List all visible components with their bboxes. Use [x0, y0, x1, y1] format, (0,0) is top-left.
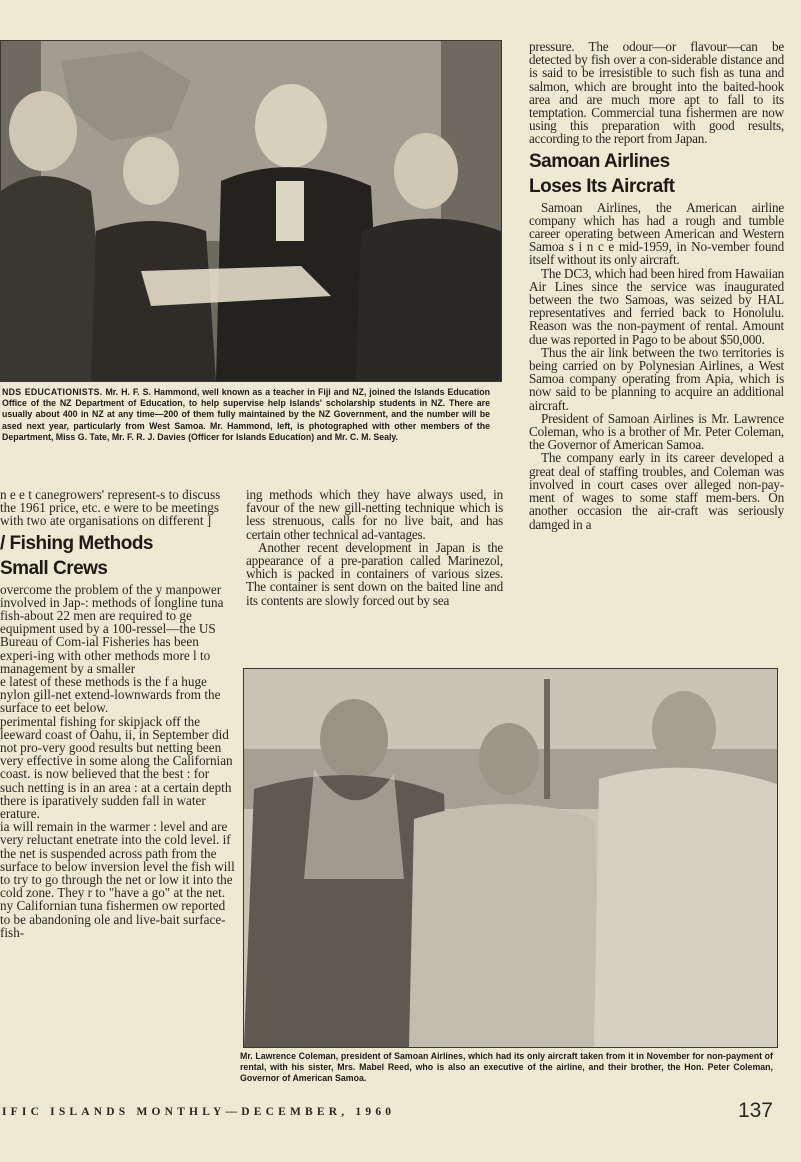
right-column — [529, 40, 784, 531]
right-intro: pressure. The odour—or flavour—can be detected by fish over a con-siderable distance and is said to be irresistible to such fish as tuna and salmon, which are brought into the baited-hook area and are much more apt to fall to its temptation. Commercial tuna fishermen are now using this preparation with good results, according to the report from Japan. — [529, 39, 784, 147]
middle-column — [246, 488, 503, 607]
paragraph: Samoan Airlines, the American airline company which has had a rough and tumble career operating between American and Western Samoa s i n c e mid-1959, in No-vember found itself without its only aircraft. — [529, 199, 784, 268]
page-number: 137 — [737, 1099, 773, 1122]
caption-lead: NDS EDUCATIONISTS. — [2, 387, 103, 397]
paragraph: overcome the problem of the y manpower involved in Jap-: methods of longline tuna fish-about 22 men are required to ge equipment used by a 100-ressel—the US Bureau of Com-ial Fisheries has been experi-ing with other methods more l to management by a smaller — [0, 581, 224, 676]
caption-body: Mr. H. F. S. Hammond, well known as a teacher in Fiji and NZ, joined the Islands Education Office of the NZ Department of Education, to help supervise help Islands' scholarship students in NZ. There are usually about 400 in NZ at any time—200 of them fully maintained by the NZ Government, and the number will be ased next year, particularly from West Samoa. Mr. Hammond, left, is photographed with other members of the Department, Miss G. Tate, Mr. F. R. J. Davies (Officer for Islands Education) and Mr. C. M. Sealy. — [2, 387, 490, 442]
paragraph: Thus the air link between the two territories is being carried on by Polynesian Airlines, a West Samoa company operating from Apia, which is now said to be planning to acquire an additional aircraft. — [529, 344, 784, 413]
left-column — [0, 488, 236, 939]
left-intro: n e e t canegrowers' represent-s to discuss the 1961 price, etc. e were to be meetings with two ate organisations on different ] — [0, 487, 221, 529]
photo-caption-top — [2, 387, 490, 443]
paragraph: The DC3, which had been hired from Hawaiian Air Lines since the service was inaugurated between the two Samoas, was seized by HAL representatives and ferried back to Honolulu. Reason was the non-payment of rental. Amount due was reported in Pago to be about $50,000. — [529, 265, 784, 347]
paragraph: Another recent development in Japan is the appearance of a pre-paration called Marinezol, which is packed in containers of various sizes. The container is sent down on the baited line and its contents are slowly forced out by sea — [246, 539, 503, 608]
paragraph: perimental fishing for skipjack off the leeward coast of Oahu, ii, in September did not pro-very good results but netting been very effective in some along the Californian coast. is now believed that the best : for such netting is in an area : at a certain depth there is iparatively sudden fall in water erature. — [0, 713, 233, 822]
headline-fishing-methods — [0, 531, 236, 581]
photo-education-officials — [0, 40, 502, 382]
paragraph: ia will remain in the warmer : level and are very reluctant enetrate into the cold level. if the net is suspended across path from the surface to below inversion level the fish will to try to go through the net or low it into the cold zone. They r to "have a go" at the net. ny Californian tuna fishermen ow reported to be abandoning ole and live-bait surface-fish- — [0, 819, 235, 940]
page-footer — [0, 1099, 801, 1132]
headline-line: Loses Its Aircraft — [529, 175, 675, 197]
headline-line: / Fishing Methods — [0, 532, 153, 554]
headline-line: Samoan Airlines — [529, 150, 670, 172]
headline-line: Small Crews — [0, 557, 108, 579]
masthead: IFIC ISLANDS MONTHLY—DECEMBER, 1960 — [2, 1106, 396, 1118]
paragraph: President of Samoan Airlines is Mr. Lawrence Coleman, who is a brother of Mr. Peter Coleman, the Governor of American Samoa. — [529, 410, 784, 453]
photo-coleman-family — [243, 668, 778, 1048]
paragraph: e latest of these methods is the f a huge nylon gill-net extend-lownwards from the surface to eet below. — [0, 674, 221, 716]
paragraph: ing methods which they have always used, in favour of the new gill-netting technique which is less strenuous, calls for no live bait, and has certain other technical ad-vantages. — [246, 487, 503, 542]
paragraph: The company early in its career developed a great deal of staffing troubles, and Coleman was involved in court cases over alleged non-pay-ment of wages to some staff mem-bers. On another occasion the air-craft was seriously damged in a — [529, 450, 784, 532]
photo-caption-bottom: Mr. Lawrence Coleman, president of Samoan Airlines, which had its only aircraft taken from it in November for non-payment of rental, with his sister, Mrs. Mabel Reed, who is also an executive of the airline, and their brother, the Hon. Peter Coleman, Governor of American Samoa. — [240, 1051, 773, 1084]
headline-samoan-airlines — [529, 149, 784, 199]
